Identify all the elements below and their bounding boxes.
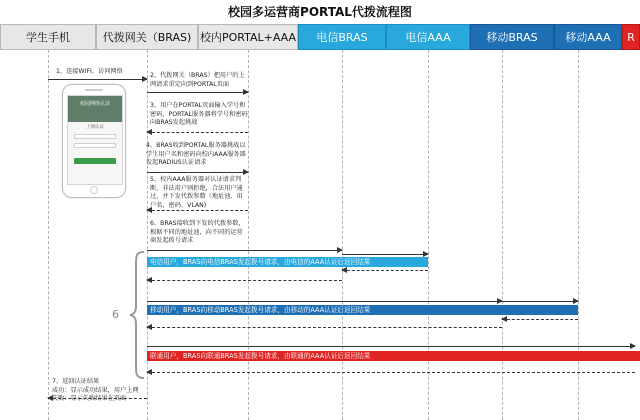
arrow-proxy-to-mobile-bras — [147, 301, 502, 302]
arrow-step-5 — [147, 210, 248, 211]
lifeline-mobile-aaa — [578, 50, 579, 420]
telecom-flow-band: 电信用户，BRAS向电信BRAS发起拨号请求，由电信的AAA认证后返回结果 — [147, 257, 428, 267]
lane-student-phone: 学生手机 — [0, 24, 96, 50]
lane-telecom-aaa: 电信AAA — [386, 24, 470, 50]
phone-password-field — [74, 143, 116, 148]
step-6-brace-label: 6 — [112, 308, 119, 321]
phone-login-button — [74, 158, 116, 164]
lifeline-proxy-bras — [147, 50, 148, 420]
phone-illustration — [62, 84, 126, 198]
lifeline-mobile-bras — [502, 50, 503, 420]
phone-username-field — [74, 134, 116, 139]
arrow-telecom-aaa-return — [342, 270, 428, 271]
phone-home-button — [90, 186, 98, 194]
step-5-note: 5、校内AAA服务器对认证请求判断，非法用户则拒绝，合法用户通过，并下发代拨参数（地址池、用户名、密码、VLAN) — [150, 176, 243, 209]
step-3-note: 3、用户在PORTAL页面输入学号和密码，PORTAL服务器将学号和密码向BRAS发起挑战 — [150, 102, 248, 127]
phone-screen — [67, 95, 123, 185]
unicom-flow-band: 联通用户，BRAS向联通BRAS发起拨号请求，由联通的AAA认证后返回结果 — [147, 351, 640, 361]
arrow-step-1 — [48, 79, 147, 80]
step-6-note: 6、BRAS接收到下发的代拨参数，根据不同的地址池，向不同的运营商发起拨号请求 — [150, 220, 245, 245]
arrow-step-7 — [48, 398, 147, 399]
lane-telecom-bras: 电信BRAS — [298, 24, 386, 50]
arrow-step-3 — [147, 132, 248, 133]
arrow-proxy-to-telecom-bras — [147, 250, 342, 251]
lane-mobile-bras: 移动BRAS — [470, 24, 554, 50]
phone-banner-text: 校园网络认证 — [79, 101, 110, 107]
arrow-mobile-bras-to-aaa — [502, 301, 578, 302]
arrow-unicom-return — [147, 372, 635, 373]
phone-form-title: 上网认证 — [86, 125, 104, 130]
lifeline-portal-aaa — [248, 50, 249, 420]
arrow-mobile-bras-return — [147, 327, 502, 328]
arrow-telecom-bras-return — [147, 280, 342, 281]
lane-proxy-bras: 代拨网关（BRAS) — [96, 24, 198, 50]
step-2-note: 2、代拨网关（BRAS）把用户的上网请求重定向到PORTAL页面 — [150, 72, 245, 88]
arrow-step-4 — [147, 172, 248, 173]
phone-speaker — [85, 89, 103, 91]
lane-mobile-aaa: 移动AAA — [554, 24, 622, 50]
lifeline-telecom-aaa — [428, 50, 429, 420]
arrow-mobile-aaa-return — [502, 319, 578, 320]
step-4-note: 4、BRAS收到PORTAL服务器挑战以学生用户名和密码向校内AAA服务器发起RADIUS认证请求 — [146, 142, 246, 167]
mobile-flow-band: 移动用户，BRAS向移动BRAS发起拨号请求，由移动的AAA认证后返回结果 — [147, 305, 578, 315]
lifeline-telecom-bras — [342, 50, 343, 420]
step-7-note: 7、返回认证结果 成功：显示成功结果，用户上网 失败：显示失败结果在页面 — [52, 378, 139, 403]
lane-unicom: R — [622, 24, 640, 50]
step-6-brace — [128, 250, 146, 380]
lifeline-phone — [48, 50, 49, 420]
arrow-step-2 — [147, 92, 248, 93]
lane-campus-portal-aaa: 校内PORTAL+AAA — [198, 24, 298, 50]
diagram-title: 校园多运营商PORTAL代拨流程图 — [0, 0, 640, 25]
step-1-note: 1、连接WIFI，访问网络 — [56, 68, 123, 75]
arrow-telecom-bras-to-aaa — [342, 254, 428, 255]
arrow-proxy-to-unicom — [147, 346, 635, 347]
